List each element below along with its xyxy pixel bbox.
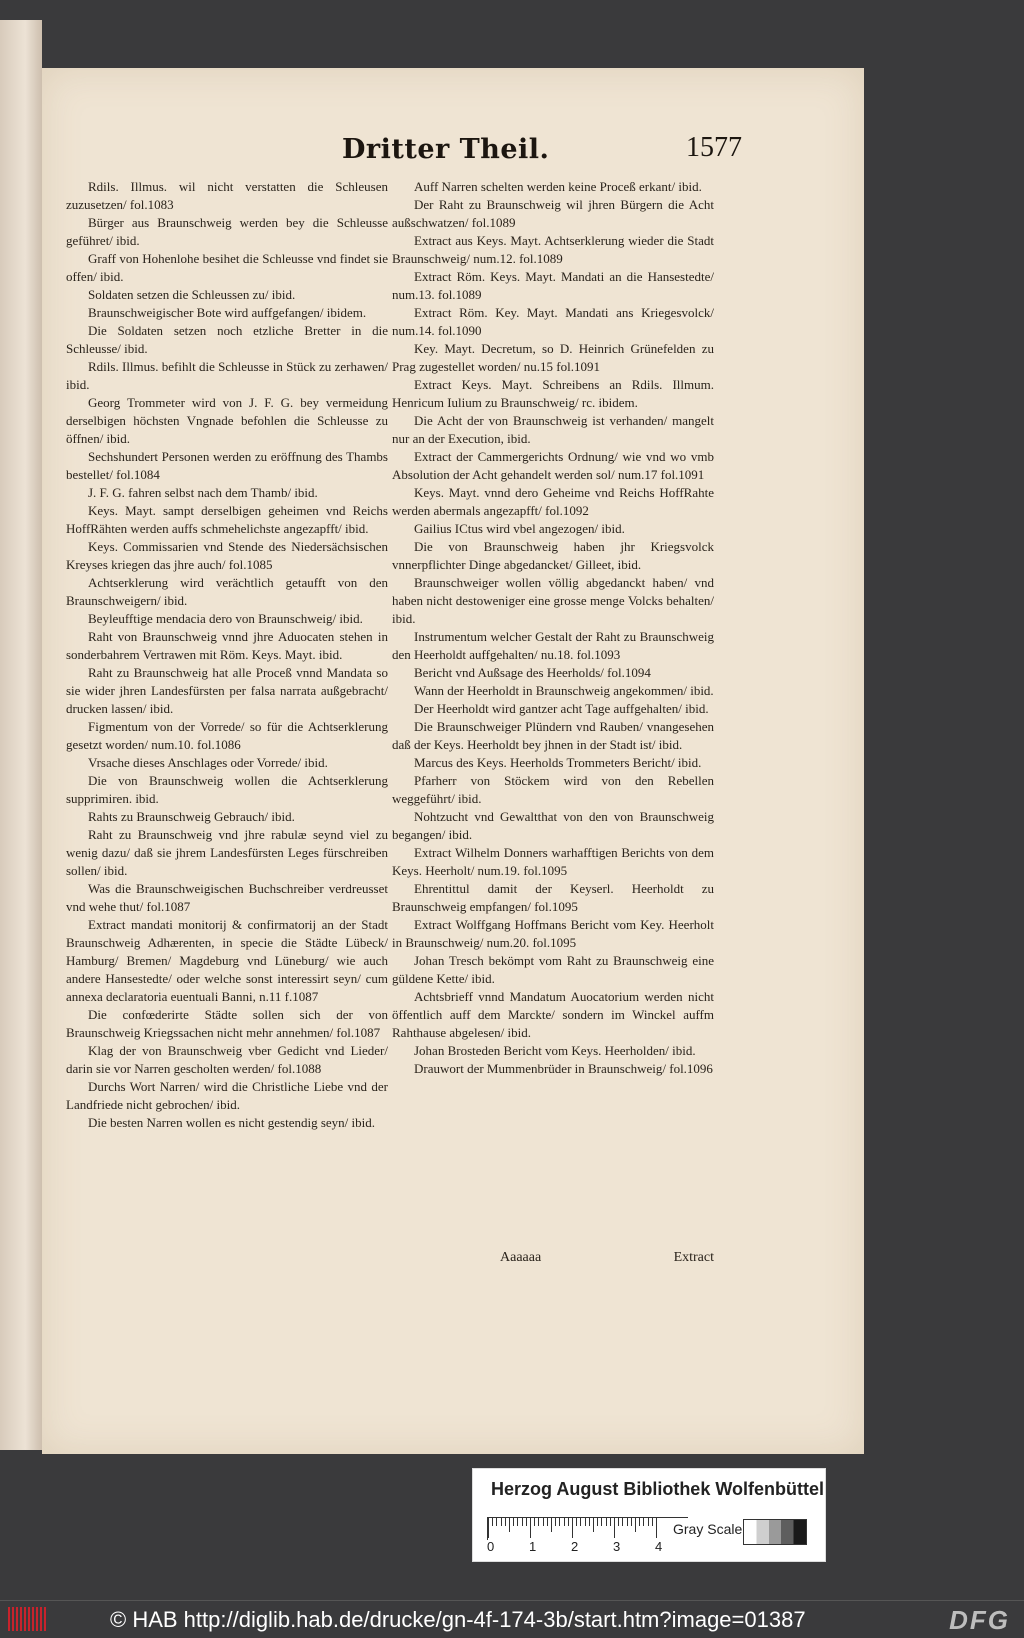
index-entry-text: Rdils. Illmus. befihlt die Schleusse in Stück zu zerhawen/ ibid.	[66, 359, 388, 392]
index-entry-text: Soldaten setzen die Schleussen zu/ ibid.	[88, 287, 296, 302]
ruler-tick	[492, 1518, 493, 1526]
index-entry	[66, 394, 388, 448]
index-entry	[392, 376, 714, 412]
ruler-tick	[501, 1518, 502, 1526]
ruler-tick	[606, 1518, 607, 1526]
ruler-tick	[597, 1518, 598, 1526]
index-entry	[392, 412, 714, 448]
index-entry-text: Braunschweiger wollen völlig abgedanckt haben/ vnd haben nicht destoweniger eine grosse menge Volcks behalten/ ibid.	[392, 575, 714, 626]
ruler-tick	[635, 1518, 636, 1532]
index-entry	[66, 808, 388, 826]
index-entry-text: Extract der Cammergerichts Ordnung/ wie vnd wo vmb Absolution der Acht gehandelt werden sol/ num.17 fol.1091	[392, 449, 714, 482]
index-entry-text: Raht zu Braunschweig vnd jhre rabulæ seynd viel zu wenig dazu/ daß sie jhrem Landesfürsten Leges fürschreiben sollen/ ibid.	[66, 827, 388, 878]
ruler-tick	[505, 1518, 506, 1526]
permalink-url[interactable]: © HAB http://diglib.hab.de/drucke/gn-4f-174-3b/start.htm?image=01387	[110, 1607, 806, 1632]
library-name: Herzog August Bibliothek Wolfenbüttel	[491, 1479, 824, 1499]
index-entry-text: Raht zu Braunschweig hat alle Proceß vnnd Mandata so sie wider jhren Landesfürsten per falsa narrata außgebracht/ drucken lassen/ ibid.	[66, 665, 388, 716]
index-entry	[392, 700, 714, 718]
index-entry-text: Durchs Wort Narren/ wird die Christliche Liebe vnd der Landfriede nicht gebrochen/ ibid.	[66, 1079, 388, 1112]
index-entry-text: Der Raht zu Braunschweig wil jhren Bürgern die Acht außschwatzen/ fol.1089	[392, 197, 714, 230]
index-entry	[392, 448, 714, 484]
ruler-tick	[547, 1518, 548, 1526]
index-entry-text: Braunschweigischer Bote wird auffgefangen/ ibidem.	[88, 305, 367, 320]
index-entry	[66, 1078, 388, 1114]
index-entry	[66, 322, 388, 358]
index-entry-text: Wann der Heerholdt in Braunschweig angekommen/ ibid.	[414, 683, 714, 698]
index-entry	[392, 916, 714, 952]
index-entry-text: Johan Tresch bekömpt vom Raht zu Braunschweig eine güldene Kette/ ibid.	[392, 953, 714, 986]
library-color-card	[472, 1468, 826, 1562]
index-entry	[392, 772, 714, 808]
index-entry-text: Extract Wilhelm Donners warhafftigen Berichts von dem Keys. Heerholt/ num.19. fol.1095	[392, 845, 714, 878]
ruler-tick	[496, 1518, 497, 1526]
ruler-tick	[564, 1518, 565, 1526]
ruler-tick	[627, 1518, 628, 1526]
catchword: Extract	[673, 1250, 714, 1265]
viewer-footer-bar	[0, 1600, 1024, 1638]
index-entry	[66, 628, 388, 664]
ruler-numbers	[487, 1539, 707, 1555]
index-entry	[66, 772, 388, 808]
ruler-tick	[580, 1518, 581, 1526]
ruler-tick	[639, 1518, 640, 1526]
index-entry	[392, 718, 714, 754]
ruler-tick	[614, 1518, 615, 1538]
index-entry-text: Extract Röm. Key. Mayt. Mandati ans Kriegesvolck/ num.14. fol.1090	[392, 305, 714, 338]
ruler-number: 3	[613, 1539, 621, 1554]
page-header	[342, 134, 762, 174]
index-entry-text: Bericht vnd Außsage des Heerholds/ fol.1094	[414, 665, 651, 680]
index-entry	[66, 826, 388, 880]
ruler-tick	[648, 1518, 649, 1526]
index-entry-text: Figmentum von der Vorrede/ so für die Achtserklerung gesetzt worden/ num.10. fol.1086	[66, 719, 388, 752]
ruler-tick	[585, 1518, 586, 1526]
index-entry-text: Die Acht der von Braunschweig ist verhanden/ mangelt nur an der Execution, ibid.	[392, 413, 714, 446]
ruler-tick	[643, 1518, 644, 1526]
index-entry	[66, 574, 388, 610]
index-entry-text: Keys. Mayt. vnnd dero Geheime vnd Reichs HoffRahte werden abermals angezapfft/ fol.1092	[392, 485, 714, 518]
index-entry-text: Pfarherr von Stöckem wird von den Rebellen weggeführt/ ibid.	[392, 773, 714, 806]
ruler-tick	[551, 1518, 552, 1532]
index-entry	[392, 880, 714, 916]
ruler-tick	[610, 1518, 611, 1526]
ruler-tick	[522, 1518, 523, 1526]
index-entry-text: Die von Braunschweig haben jhr Kriegsvolck vnnerpflichter Dinge abgedancket/ Gilleet, ibid.	[392, 539, 714, 572]
ruler-tick	[618, 1518, 619, 1526]
ruler-tick	[576, 1518, 577, 1526]
index-entry-text: Georg Trommeter wird von J. F. G. bey vermeidung derselbigen höchsten Vngnade befohlen die Schleusse zu öffnen/ ibid.	[66, 395, 388, 446]
index-entry	[66, 484, 388, 502]
index-entry-text: Vrsache dieses Anschlages oder Vorrede/ ibid.	[88, 755, 328, 770]
ruler-tick	[572, 1518, 573, 1538]
index-entry	[392, 952, 714, 988]
index-entry-text: Keys. Commissarien vnd Stende des Niedersächsischen Kreyses kriegen das jhre auch/ fol.1085	[66, 539, 388, 572]
ruler-tick	[534, 1518, 535, 1526]
index-entry-text: Achtserklerung wird verächtlich getaufft von den Braunschweigern/ ibid.	[66, 575, 388, 608]
index-entry-text: J. F. G. fahren selbst nach dem Thamb/ ibid.	[88, 485, 318, 500]
index-entry	[66, 718, 388, 754]
index-entry-text: Auff Narren schelten werden keine Proceß erkant/ ibid.	[414, 179, 702, 194]
index-entry	[66, 880, 388, 916]
ruler-tick	[652, 1518, 653, 1526]
index-entry	[66, 448, 388, 484]
index-entry-text: Graff von Hohenlohe besihet die Schleusse vnd findet sie offen/ ibid.	[66, 251, 388, 284]
index-entry	[66, 1006, 388, 1042]
signature-mark: Aaaaaa	[500, 1250, 542, 1265]
index-entry	[66, 538, 388, 574]
index-entry	[392, 1060, 714, 1078]
index-entry-text: Rdils. Illmus. wil nicht verstatten die Schleusen zuzusetzen/ fol.1083	[66, 179, 388, 212]
index-entry	[66, 610, 388, 628]
index-entry	[66, 916, 388, 1006]
index-entry	[392, 754, 714, 772]
index-entry-text: Marcus des Keys. Heerholds Trommeters Bericht/ ibid.	[414, 755, 702, 770]
index-entry-text: Die von Braunschweig wollen die Achtserklerung supprimiren. ibid.	[66, 773, 388, 806]
index-entry-text: Der Heerholdt wird gantzer acht Tage auffgehalten/ ibid.	[414, 701, 709, 716]
index-entry	[66, 304, 388, 322]
ruler-tick	[622, 1518, 623, 1526]
ruler-tick	[517, 1518, 518, 1526]
index-entry-text: Beyleufftige mendacia dero von Braunschweig/ ibid.	[88, 611, 363, 626]
index-entry-text: Nohtzucht vnd Gewaltthat von den von Braunschweig begangen/ ibid.	[392, 809, 714, 842]
index-entry-text: Extract aus Keys. Mayt. Achtserklerung wieder die Stadt Braunschweig/ num.12. fol.1089	[392, 233, 714, 266]
ruler-tick	[526, 1518, 527, 1526]
index-entry-text: Die Braunschweiger Plündern vnd Rauben/ vnangesehen daß der Keys. Heerholdt bey jhnen in der Stadt ist/ ibid.	[392, 719, 714, 752]
index-entry-text: Die besten Narren wollen es nicht gestendig seyn/ ibid.	[88, 1115, 376, 1130]
index-entry-text: Ehrentittul damit der Keyserl. Heerholdt zu Braunschweig empfangen/ fol.1095	[392, 881, 714, 914]
index-entry-text: Johan Brosteden Bericht vom Keys. Heerholden/ ibid.	[414, 1043, 696, 1058]
index-entry	[392, 178, 714, 196]
index-entry	[66, 358, 388, 394]
index-entry-text: Gailius ICtus wird vbel angezogen/ ibid.	[414, 521, 625, 536]
index-entry	[392, 340, 714, 376]
index-column-right	[392, 178, 714, 1078]
ruler-tick	[559, 1518, 560, 1526]
ruler-number: 1	[529, 1539, 537, 1554]
index-entry-text: Rahts zu Braunschweig Gebrauch/ ibid.	[88, 809, 295, 824]
index-entry	[392, 520, 714, 538]
ruler-tick	[530, 1518, 531, 1538]
index-entry	[66, 1114, 388, 1132]
index-entry	[392, 628, 714, 664]
page-footer	[392, 1250, 714, 1270]
index-entry	[392, 196, 714, 232]
ruler-tick	[631, 1518, 632, 1526]
index-entry	[392, 268, 714, 304]
index-entry	[66, 1042, 388, 1078]
scale-ruler	[487, 1517, 688, 1540]
ruler-tick	[538, 1518, 539, 1526]
index-entry	[66, 664, 388, 718]
ruler-number: 0	[487, 1539, 495, 1554]
gray-scale-label: Gray Scale	[673, 1521, 743, 1537]
gray-scale-swatch	[743, 1519, 807, 1545]
index-entry	[66, 250, 388, 286]
index-entry-text: Sechshundert Personen werden zu eröffnung des Thambs bestellet/ fol.1084	[66, 449, 388, 482]
ruler-number: 2	[571, 1539, 579, 1554]
index-entry	[66, 178, 388, 214]
index-entry-text: Die confœderirte Städte sollen sich der von Braunschweig Kriegssachen nicht mehr annehmen/ fol.1087	[66, 1007, 388, 1040]
index-entry-text: Extract Keys. Mayt. Schreibens an Rdils. Illmum. Henricum Iulium zu Braunschweig/ rc. ibidem.	[392, 377, 714, 410]
index-entry-text: Instrumentum welcher Gestalt der Raht zu Braunschweig den Heerholdt auffgehalten/ nu.18. fol.1093	[392, 629, 714, 662]
ruler-tick	[593, 1518, 594, 1532]
index-entry-text: Key. Mayt. Decretum, so D. Heinrich Grünefelden zu Prag zugestellet worden/ nu.15 fol.1091	[392, 341, 714, 374]
index-entry	[392, 304, 714, 340]
index-entry	[392, 1042, 714, 1060]
ruler-tick	[555, 1518, 556, 1526]
index-entry	[392, 574, 714, 628]
index-entry	[392, 682, 714, 700]
index-entry-text: Drauwort der Mummenbrüder in Braunschweig/ fol.1096	[414, 1061, 713, 1076]
index-entry	[392, 988, 714, 1042]
ruler-tick	[509, 1518, 510, 1532]
ruler-tick	[656, 1518, 657, 1538]
ruler-tick	[488, 1518, 489, 1538]
index-entry	[392, 664, 714, 682]
index-column-left	[66, 178, 388, 1132]
index-entry	[392, 484, 714, 520]
ruler-tick	[589, 1518, 590, 1526]
book-page	[42, 68, 864, 1454]
ruler-tick	[568, 1518, 569, 1526]
ruler-tick	[543, 1518, 544, 1526]
index-entry-text: Extract mandati monitorij & confirmatorij an der Stadt Braunschweig Adhærenten, in specie die Städte Lübeck/ Hamburg/ Bremen/ Magdeburg vnd Lüneburg/ wie auch andere Hansestedte/ oder welche sonst interessirt seyn/ cum annexa declaratoria euentuali Banni, n.11 f.1087	[66, 917, 388, 1004]
index-entry	[66, 754, 388, 772]
index-entry-text: Raht von Braunschweig vnnd jhre Aduocaten stehen in sonderbahrem Vertrawen mit Röm. Keys. Mayt. ibid.	[66, 629, 388, 662]
index-entry-text: Extract Röm. Keys. Mayt. Mandati an die Hansestedte/ num.13. fol.1089	[392, 269, 714, 302]
hab-logo-icon	[8, 1607, 48, 1631]
index-entry-text: Was die Braunschweigischen Buchschreiber verdreusset vnd wehe thut/ fol.1087	[66, 881, 388, 914]
ruler-tick	[513, 1518, 514, 1526]
index-entry-text: Keys. Mayt. sampt derselbigen geheimen vnd Reichs HoffRähten werden auffs schmehelichste angezapfft/ ibid.	[66, 503, 388, 536]
index-entry	[66, 214, 388, 250]
adjacent-page-edge	[0, 20, 42, 1450]
index-entry	[392, 844, 714, 880]
ruler-number: 4	[655, 1539, 663, 1554]
index-entry-text: Bürger aus Braunschweig werden bey die Schleusse geführet/ ibid.	[66, 215, 388, 248]
page-title: Dritter Theil.	[342, 134, 550, 165]
ruler-tick	[601, 1518, 602, 1526]
index-entry-text: Extract Wolffgang Hoffmans Bericht vom Key. Heerholt in Braunschweig/ num.20. fol.1095	[392, 917, 714, 950]
index-entry	[66, 502, 388, 538]
index-entry	[392, 232, 714, 268]
index-entry-text: Achtsbrieff vnnd Mandatum Auocatorium werden nicht öffentlich auff dem Marckte/ sondern im Winckel auffm Rahthause abgelesen/ ibid.	[392, 989, 714, 1040]
index-entry-text: Klag der von Braunschweig vber Gedicht vnd Lieder/ darin sie vor Narren gescholten werden/ fol.1088	[66, 1043, 388, 1076]
dfg-logo: DFG	[949, 1605, 1010, 1635]
index-entry-text: Die Soldaten setzen noch etzliche Bretter in die Schleusse/ ibid.	[66, 323, 388, 356]
index-entry	[66, 286, 388, 304]
index-entry	[392, 808, 714, 844]
page-number: 1577	[686, 132, 742, 163]
index-entry	[392, 538, 714, 574]
